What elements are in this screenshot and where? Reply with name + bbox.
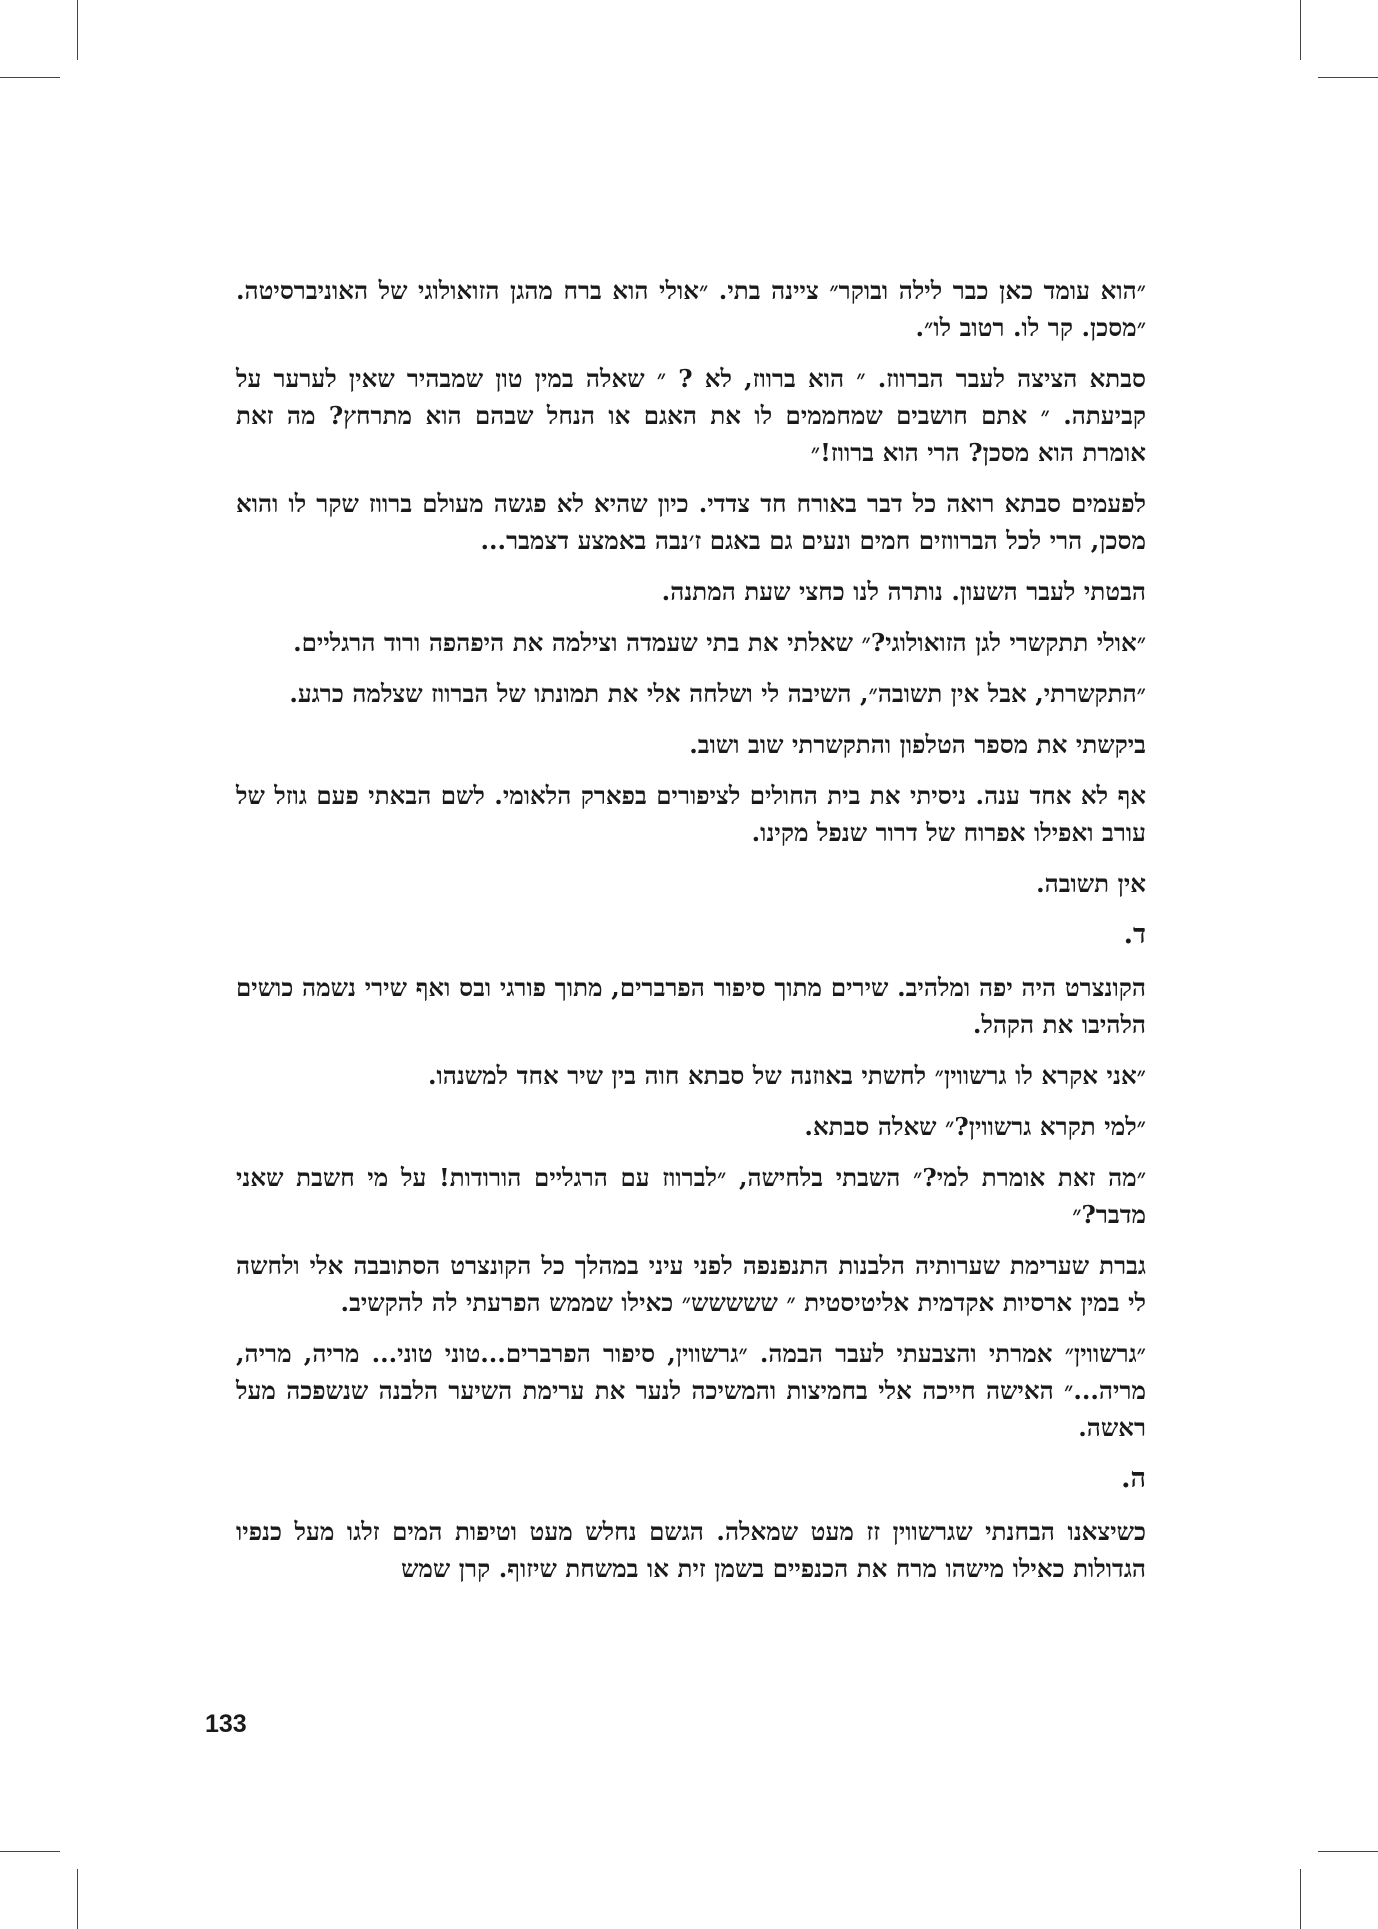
paragraph: ״הוא עומד כאן כבר לילה ובוקר״ ציינה בתי. ״אולי הוא ברח מהגן הזואולוגי של האוניברסיטה. ״מסכן. קר לו. רטוב לו״. xyxy=(236,276,1146,342)
body-text xyxy=(236,272,1146,1601)
paragraph: כשיצאנו הבחנתי שגרשווין זז מעט שמאלה. הגשם נחלש מעט וטיפות המים זלגו מעל כנפיו הגדולות כאילו מישהו מרח את הכנפיים בשמן זית או במשחת שיזוף. קרן שמש xyxy=(236,1517,1146,1583)
paragraph: סבתא הציצה לעבר הברווז. ״ הוא ברווז, לא ? ״ שאלה במין טון שמבהיר שאין לערער על קביעתה. ״ אתם חושבים שמחממים לו את האגם או הנחל שבהם הוא מתרחץ? מה זאת אומרת הוא מסכן? הרי הוא ברווז!״ xyxy=(236,364,1146,467)
paragraph: ״התקשרתי, אבל אין תשובה״, השיבה לי ושלחה אלי את תמונתו של הברווז שצלמה כרגע. xyxy=(289,679,1146,708)
crop-mark-top-left-vertical xyxy=(77,0,78,60)
crop-mark-top-right-horizontal xyxy=(1318,77,1378,78)
paragraph: גברת שערימת שערותיה הלבנות התנפנפה לפני עיני במהלך כל הקונצרט הסתובבה אלי ולחשה לי במין ארסיות אקדמית אליטיסטית ״ ששששש״ כאילו שממש הפרעתי לה להקשיב. xyxy=(236,1251,1146,1317)
paragraph: אף לא אחד ענה. ניסיתי את בית החולים לציפורים בפארק הלאומי. לשם הבאתי פעם גוזל של עורב ואפילו אפרוח של דרור שנפל מקינו. xyxy=(236,781,1146,847)
crop-mark-top-left-horizontal xyxy=(0,77,60,78)
paragraph: הבטתי לעבר השעון. נותרה לנו כחצי שעת המתנה. xyxy=(661,577,1146,606)
section-heading: ה. xyxy=(1121,1463,1146,1494)
paragraph: ״מה זאת אומרת למי?״ השבתי בלחישה, ״לברווז עם הרגליים הורודות! על מי חשבת שאני מדבר?״ xyxy=(236,1163,1146,1229)
paragraph: אין תשובה. xyxy=(1036,869,1146,898)
paragraph: ״אני אקרא לו גרשווין״ לחשתי באוזנה של סבתא חוה בין שיר אחד למשנהו. xyxy=(427,1061,1146,1090)
crop-mark-top-right-vertical xyxy=(1300,0,1301,60)
crop-mark-bottom-left-horizontal xyxy=(0,1851,60,1852)
paragraph: ביקשתי את מספר הטלפון והתקשרתי שוב ושוב. xyxy=(689,730,1146,759)
section-heading: ד. xyxy=(1123,919,1146,950)
paragraph: ״למי תקרא גרשווין?״ שאלה סבתא. xyxy=(804,1112,1146,1141)
page-number: 133 xyxy=(205,1710,247,1738)
crop-mark-bottom-left-vertical xyxy=(77,1869,78,1929)
crop-mark-bottom-right-horizontal xyxy=(1318,1851,1378,1852)
paragraph: ״אולי תתקשרי לגן הזואולוגי?״ שאלתי את בתי שעמדה וצילמה את היפהפה ורוד הרגליים. xyxy=(293,628,1146,657)
paragraph: לפעמים סבתא רואה כל דבר באורח חד צדדי. כיון שהיא לא פגשה מעולם ברווז שקר לו והוא מסכן, הרי לכל הברווזים חמים ונעים גם באגם ז׳נבה באמצע דצמבר... xyxy=(236,489,1146,555)
crop-mark-bottom-right-vertical xyxy=(1300,1869,1301,1929)
paragraph: הקונצרט היה יפה ומלהיב. שירים מתוך סיפור הפרברים, מתוך פורגי ובס ואף שירי נשמה כושים הלהיבו את הקהל. xyxy=(236,973,1146,1039)
paragraph: ״גרשווין״ אמרתי והצבעתי לעבר הבמה. ״גרשווין, סיפור הפרברים...טוני טוני... מריה, מריה, מריה...״ האישה חייכה אלי בחמיצות והמשיכה לנער את ערימת השיער הלבנה שנשפכה מעל ראשה. xyxy=(236,1339,1146,1442)
